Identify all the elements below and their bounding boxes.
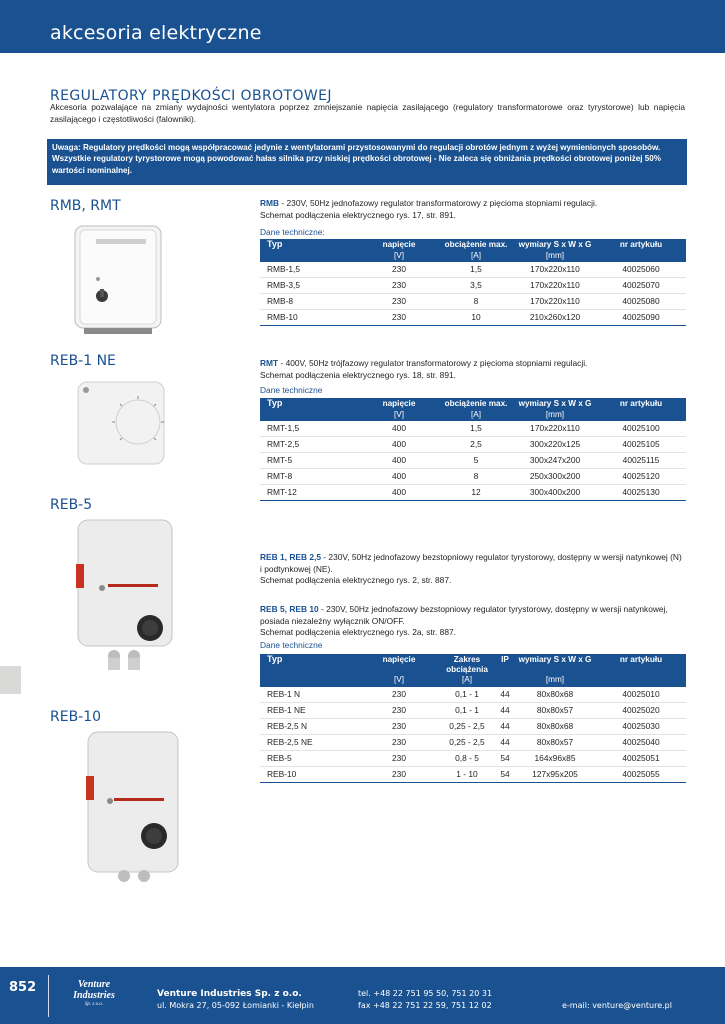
reb-unit-a: [A] bbox=[438, 675, 496, 687]
rmt-header-napiecie: napięcie bbox=[360, 398, 438, 410]
rmb-unit-mm: [mm] bbox=[514, 251, 596, 263]
rmb-description bbox=[260, 198, 686, 221]
footer-email: e-mail: venture@venture.pl bbox=[562, 1001, 672, 1010]
rmt-header-typ: Typ bbox=[260, 398, 360, 410]
table-row: RMB-10 230 10 210x260x120 40025090 bbox=[260, 310, 686, 326]
reb-dane-techniczne: Dane techniczne bbox=[260, 640, 323, 650]
rmt-unit-mm: [mm] bbox=[514, 410, 596, 422]
intro-line-1: Akcesoria pozwalające na zmiany wydajności wentylatora poprzez zmniejszanie napięcia zasilającego (regulatory transformatorowe oraz tyrystorowe) lub napięcia bbox=[50, 102, 685, 112]
rmb-schema: Schemat podłączenia elektrycznego rys. 17, str. 891. bbox=[260, 209, 456, 220]
rmb-code: RMB bbox=[260, 198, 280, 208]
reb-5-10-desc-text: - 230V, 50Hz jednofazowy bezstopniowy regulator tyrystorowy, dostępny w wersji natynkowej, bbox=[318, 604, 668, 614]
footer-phone: tel. +48 22 751 95 50, 751 20 31 bbox=[358, 989, 493, 998]
reb-5-10-schema: Schemat podłączenia elektrycznego rys. 2a, str. 887. bbox=[260, 627, 456, 637]
rmb-dane-techniczne: Dane techniczne: bbox=[260, 227, 325, 237]
rmt-header-obciazenie: obciążenie max. bbox=[438, 398, 514, 410]
page-header-title: akcesoria elektryczne bbox=[50, 22, 262, 44]
table-row: RMB-1,5 230 1,5 170x220x110 40025060 bbox=[260, 262, 686, 278]
table-row: REB-5 230 0,8 - 5 54 164x96x85 40025051 bbox=[260, 750, 686, 766]
reb-1-2-5-desc-text: - 230V, 50Hz jednofazowy bezstopniowy regulator tyrystorowy, dostępny w wersji natynkowej (N) bbox=[320, 552, 682, 562]
section-intro bbox=[50, 102, 685, 125]
reb-header-nr: nr artykułu bbox=[596, 654, 686, 675]
rmb-unit-v: [V] bbox=[360, 251, 438, 263]
warning-box bbox=[47, 139, 687, 185]
rmt-unit-v: [V] bbox=[360, 410, 438, 422]
venture-industries-logo bbox=[64, 979, 124, 1019]
rmt-description bbox=[260, 358, 686, 381]
footer-company: Venture Industries Sp. z o.o. bbox=[157, 989, 302, 999]
table-row: REB-1 NE 230 0,1 - 1 44 80x80x57 40025020 bbox=[260, 702, 686, 718]
logo-line-3: Sp. z o.o. bbox=[84, 1002, 104, 1007]
page-header bbox=[0, 0, 725, 53]
reb-unit-mm: [mm] bbox=[514, 675, 596, 687]
rmt-header-wymiary: wymiary S x W x G bbox=[514, 398, 596, 410]
rmt-spec-table bbox=[260, 398, 686, 501]
rmt-schema: Schemat podłączenia elektrycznego rys. 18, str. 891. bbox=[260, 369, 456, 380]
table-row: RMT-8 400 8 250x300x200 40025120 bbox=[260, 469, 686, 485]
footer-address: ul. Mokra 27, 05-092 Łomianki - Kiełpin bbox=[157, 1001, 314, 1010]
rmt-desc-text: - 400V, 50Hz trójfazowy regulator transformatorowy z pięcioma stopniami regulacji. bbox=[278, 358, 588, 368]
section-title: REGULATORY PRĘDKOŚCI OBROTOWEJ bbox=[50, 88, 332, 104]
rmb-header-napiecie: napięcie bbox=[360, 239, 438, 251]
product-name-reb-1-ne: REB-1 NE bbox=[50, 353, 116, 369]
rmb-header-obciazenie: obciążenie max. bbox=[438, 239, 514, 251]
rmb-desc-text: - 230V, 50Hz jednofazowy regulator transformatorowy z pięcioma stopniami regulacji. bbox=[279, 198, 598, 208]
rmb-spec-table bbox=[260, 239, 686, 326]
table-row: RMT-5 400 5 300x247x200 40025115 bbox=[260, 453, 686, 469]
product-name-reb-10: REB-10 bbox=[50, 709, 102, 725]
rmb-header-nr: nr artykułu bbox=[596, 239, 686, 251]
footer-fax: fax +48 22 751 22 59, 751 12 02 bbox=[358, 1001, 492, 1010]
warning-line-3: wartości nominalnej. bbox=[52, 165, 133, 175]
page-number: 852 bbox=[9, 980, 37, 995]
reb-1-2-5-description bbox=[260, 552, 686, 587]
reb-5-10-code: REB 5, REB 10 bbox=[260, 604, 319, 614]
reb-header-zakres: Zakres obciążenia bbox=[438, 654, 496, 675]
reb-1-2-5-code: REB 1, REB 2,5 bbox=[260, 552, 321, 562]
rmt-code: RMT bbox=[260, 358, 279, 368]
table-row: RMB-8 230 8 170x220x110 40025080 bbox=[260, 294, 686, 310]
product-name-reb-5: REB-5 bbox=[50, 497, 93, 513]
reb-1-2-5-schema: Schemat podłączenia elektrycznego rys. 2, str. 887. bbox=[260, 575, 452, 585]
table-row: REB-1 N 230 0,1 - 1 44 80x80x68 40025010 bbox=[260, 687, 686, 703]
rmt-unit-a: [A] bbox=[438, 410, 514, 422]
section-side-tab bbox=[0, 666, 21, 694]
rmb-header-wymiary: wymiary S x W x G bbox=[514, 239, 596, 251]
warning-line-1: Uwaga: Regulatory prędkości mogą współpracować jedynie z wentylatorami przystosowanymi do regulacji obrotów jednym z wyżej wymienionych sposobów. bbox=[52, 143, 661, 152]
table-row: REB-2,5 N 230 0,25 - 2,5 44 80x80x68 40025030 bbox=[260, 718, 686, 734]
table-row: RMT-12 400 12 300x400x200 40025130 bbox=[260, 485, 686, 501]
reb-5-product-image bbox=[74, 516, 178, 674]
reb-header-napiecie: napięcie bbox=[360, 654, 438, 675]
rmt-header-nr: nr artykułu bbox=[596, 398, 686, 410]
reb-10-product-image bbox=[84, 728, 184, 888]
intro-line-2: zasilającego i częstotliwości (falowniki). bbox=[50, 113, 197, 124]
logo-line-1: Venture bbox=[77, 979, 111, 990]
table-row: RMT-1,5 400 1,5 170x220x110 40025100 bbox=[260, 421, 686, 437]
table-row: RMB-3,5 230 3,5 170x220x110 40025070 bbox=[260, 278, 686, 294]
footer-divider bbox=[48, 975, 49, 1017]
table-row: REB-2,5 NE 230 0,25 - 2,5 44 80x80x57 40025040 bbox=[260, 734, 686, 750]
page-footer bbox=[0, 967, 725, 1024]
table-row: RMT-2,5 400 2,5 300x220x125 40025105 bbox=[260, 437, 686, 453]
reb-header-wymiary: wymiary S x W x G bbox=[514, 654, 596, 675]
logo-line-2: Industries bbox=[73, 990, 115, 1001]
rmb-rmt-product-image bbox=[74, 224, 164, 336]
rmb-header-typ: Typ bbox=[260, 239, 360, 251]
reb-header-typ: Typ bbox=[260, 654, 360, 675]
reb-5-10-desc-cont: posiada niezależny wyłącznik ON/OFF. bbox=[260, 615, 405, 626]
reb-unit-v: [V] bbox=[360, 675, 438, 687]
reb-5-10-description bbox=[260, 604, 686, 639]
rmt-dane-techniczne: Dane techniczne bbox=[260, 385, 323, 395]
reb-header-ip: IP bbox=[496, 654, 514, 675]
reb-spec-table bbox=[260, 654, 686, 783]
warning-line-2: Wszystkie regulatory tyrystorowe mogą powodować hałas silnika przy niskiej prędkości obrotowej - Nie zaleca się obniżania prędkości obrotowej poniżej 50% bbox=[52, 154, 661, 164]
rmb-unit-a: [A] bbox=[438, 251, 514, 263]
reb-1-2-5-desc-cont: i podtynkowej (NE). bbox=[260, 563, 333, 574]
table-row: REB-10 230 1 - 10 54 127x95x205 40025055 bbox=[260, 766, 686, 782]
product-name-rmb-rmt: RMB, RMT bbox=[50, 198, 121, 214]
reb-1-ne-product-image bbox=[76, 380, 168, 468]
